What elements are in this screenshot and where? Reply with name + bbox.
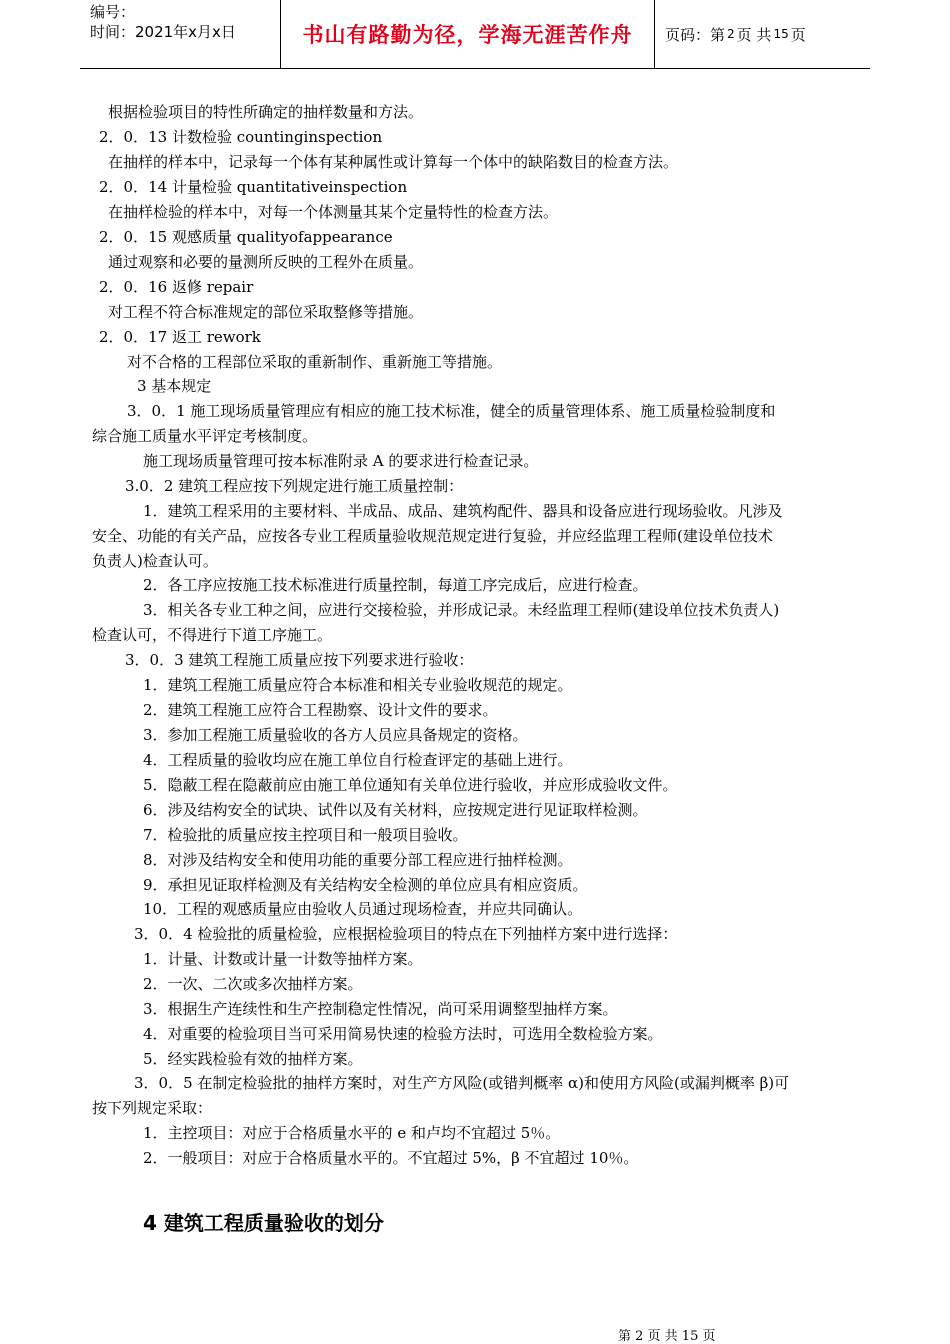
text-line: 在抽样的样本中，记录每一个体有某种属性或计算每一个体中的缺陷数目的检查方法。 xyxy=(108,153,679,171)
text-line: 7．检验批的质量应按主控项目和一般项目验收。 xyxy=(143,826,468,844)
text-line: 2．0．13 计数检验 countinginspection xyxy=(99,128,383,146)
header-meta xyxy=(80,0,281,68)
text-line: 2．一般项目：对应于合格质量水平的。不宜超过 5%，β 不宜超过 10％。 xyxy=(143,1149,639,1167)
text-line: 安全、功能的有关产品，应按各专业工程质量验收规范规定进行复验，并应经监理工程师(建设单位技术 xyxy=(92,527,773,545)
text-line: 3．0．1 施工现场质量管理应有相应的施工技术标准，健全的质量管理体系、施工质量检验制度和 xyxy=(127,402,776,420)
text-line: 1．主控项目：对应于合格质量水平的 e 和卢均不宜超过 5％。 xyxy=(143,1124,561,1142)
text-line: 3．0．5 在制定检验批的抽样方案时，对生产方风险(或错判概率 α)和使用方风险(或漏判概率 β)可 xyxy=(134,1074,790,1092)
page-current: 2 xyxy=(727,27,735,41)
text-line: 对工程不符合标准规定的部位采取整修等措施。 xyxy=(108,303,424,321)
text-line: 2．0．17 返工 rework xyxy=(99,328,261,346)
text-line: 2．0．15 观感质量 qualityofappearance xyxy=(99,228,393,246)
page-total: 15 xyxy=(773,27,789,41)
text-line: 2．0．16 返修 repair xyxy=(99,278,254,296)
text-line: 2．一次、二次或多次抽样方案。 xyxy=(143,975,363,993)
text-line: 3．0．4 检验批的质量检验，应根据检验项目的特点在下列抽样方案中进行选择： xyxy=(134,925,678,943)
text-line: 通过观察和必要的量测所反映的工程外在质量。 xyxy=(108,253,424,271)
text-line: 1．计量、计数或计量一计数等抽样方案。 xyxy=(143,950,423,968)
text-line: 4．工程质量的验收均应在施工单位自行检查评定的基础上进行。 xyxy=(143,751,573,769)
text-line: 10．工程的观感质量应由验收人员通过现场检查，并应共同确认。 xyxy=(143,900,583,918)
date-label: 时间：2021年x月x日 xyxy=(90,23,236,41)
text-line: 3.0．2 建筑工程应按下列规定进行施工质量控制： xyxy=(125,477,464,495)
header-page-info xyxy=(655,0,870,68)
text-line: 综合施工质量水平评定考核制度。 xyxy=(92,427,318,445)
text-line: 3 基本规定 xyxy=(137,377,212,395)
text-line: 8．对涉及结构安全和使用功能的重要分部工程应进行抽样检测。 xyxy=(143,851,573,869)
number-label: 编号： xyxy=(90,3,136,21)
text-line: 对不合格的工程部位采取的重新制作、重新施工等措施。 xyxy=(127,353,503,371)
text-line: 4．对重要的检验项目当可采用简易快速的检验方法时，可选用全数检验方案。 xyxy=(143,1025,663,1043)
text-line: 按下列规定采取： xyxy=(92,1099,213,1117)
text-line: 2．各工序应按施工技术标准进行质量控制，每道工序完成后，应进行检查。 xyxy=(143,576,648,594)
page-suffix: 页 xyxy=(790,25,806,44)
text-line: 1．建筑工程施工质量应符合本标准和相关专业验收规范的规定。 xyxy=(143,676,573,694)
section-heading: 4 建筑工程质量验收的划分 xyxy=(143,1211,384,1235)
text-line: 5．经实践检验有效的抽样方案。 xyxy=(143,1050,363,1068)
text-line: 2．0．14 计量检验 quantitativeinspection xyxy=(99,178,408,196)
text-line: 2．建筑工程施工应符合工程勘察、设计文件的要求。 xyxy=(143,701,498,719)
text-line: 3．参加工程施工质量验收的各方人员应具备规定的资格。 xyxy=(143,726,528,744)
text-line: 1．建筑工程采用的主要材料、半成品、成品、建筑构配件、器具和设备应进行现场验收。凡涉及 xyxy=(143,502,783,520)
text-line: 负责人)检查认可。 xyxy=(92,552,218,570)
text-line: 施工现场质量管理可按本标准附录 A 的要求进行检查记录。 xyxy=(143,452,539,470)
text-line: 9．承担见证取样检测及有关结构安全检测的单位应具有相应资质。 xyxy=(143,876,588,894)
page-header xyxy=(80,0,870,69)
text-line: 3．根据生产连续性和生产控制稳定性情况，尚可采用调整型抽样方案。 xyxy=(143,1000,618,1018)
header-motto: 书山有路勤为径，学海无涯苦作舟 xyxy=(281,0,655,68)
text-line: 5．隐蔽工程在隐蔽前应由施工单位通知有关单位进行验收，并应形成验收文件。 xyxy=(143,776,678,794)
text-line: 根据检验项目的特性所确定的抽样数量和方法。 xyxy=(108,103,424,121)
text-line: 在抽样检验的样本中，对每一个体测量其某个定量特性的检查方法。 xyxy=(108,203,559,221)
text-line: 检查认可，不得进行下道工序施工。 xyxy=(92,626,333,644)
page-prefix: 页码：第 xyxy=(665,25,726,44)
page-mid: 页 共 xyxy=(736,25,772,44)
text-line: 3．相关各专业工种之间，应进行交接检验，并形成记录。未经监理工程师(建设单位技术负责人) xyxy=(143,601,780,619)
text-line: 3．0．3 建筑工程施工质量应按下列要求进行验收： xyxy=(125,651,474,669)
text-line: 6．涉及结构安全的试块、试件以及有关材料，应按规定进行见证取样检测。 xyxy=(143,801,648,819)
page-footer: 第 2 页 共 15 页 xyxy=(618,1329,716,1344)
